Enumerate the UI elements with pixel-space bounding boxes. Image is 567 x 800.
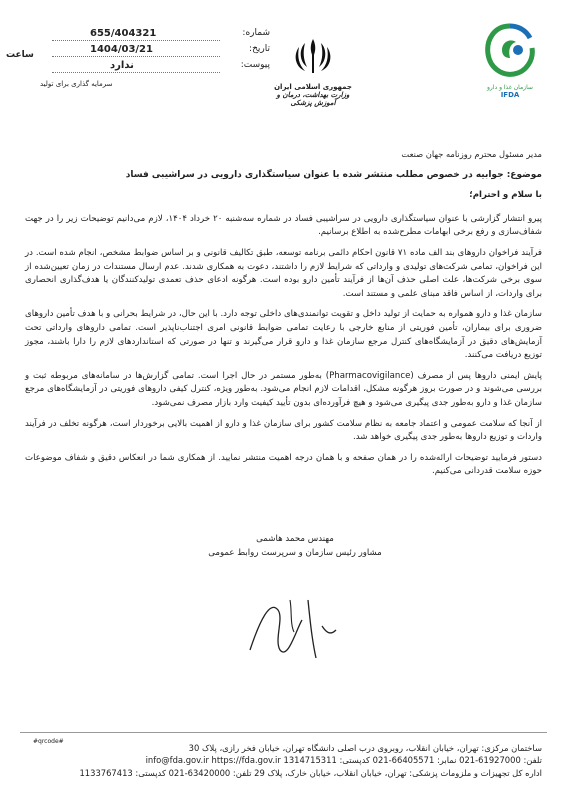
number-label: شماره: xyxy=(242,28,270,38)
paragraph-5: از آنجا که سلامت عمومی و اعتماد جامعه به نظام سلامت کشور برای سازمان غذا و دارو از اهمیت بالایی برخوردار است، هرگونه تخلف در فرآیند واردات و توزیع داروها به‌طور جدی پیگیری خواهد شد. xyxy=(25,418,542,443)
paragraph-4: پایش ایمنی داروها پس از مصرف (Pharmacovigilance) به‌طور مستمر در حال اجرا است. تمامی گزارش‌ها در سامانه‌های مربوطه ثبت و بررسی می‌شوند و در صورت بروز هرگونه مشکل، اقدامات لازم انجام می‌شود. به‌طور ویژه، کنترل کیفی داروهای فوریتی در آزمایشگاه‌های مرجع سازمان غذا و دارو به‌طور جدی پیگیری می‌شود و هیچ فرآورده‌ای بدون تأیید کیفیت وارد بازار مصرف نمی‌شود. xyxy=(25,370,542,408)
meta-date-row xyxy=(40,44,270,60)
subject-line: موضوع: جوابیه در خصوص مطلب منتشر شده با عنوان سیاستگذاری دارویی در سراشیبی فساد xyxy=(125,169,542,180)
letter-date: 1404/03/21 xyxy=(90,44,153,55)
footer xyxy=(25,742,542,779)
national-emblem xyxy=(268,35,358,115)
greeting: با سلام و احترام؛ xyxy=(469,190,542,201)
paragraph-6: دستور فرمایید توضیحات ارائه‌شده را در همان صفحه و با همان درجه اهمیت منتشر نمایید. از همکاری شما در انعکاس دقیق و شفاف موضوعات حوزه سلامت قدردانی می‌کنیم. xyxy=(25,452,542,477)
attachment-dotted-line xyxy=(52,72,220,73)
signer-name: مهندس محمد هاشمی xyxy=(256,534,334,544)
letter-body xyxy=(25,148,542,486)
footer-divider xyxy=(20,732,547,733)
paragraph-1: پیرو انتشار گزارشی با عنوان سیاستگذاری دارویی در سراشیبی فساد در شماره سه‌شنبه ۲۰ خرداد ۱۴۰۴، لازم می‌دانیم توضیحات زیر را در جهت شفاف‌سازی و رفع برخی ابهامات مطرح‌شده به اطلاع برسانیم. xyxy=(25,213,542,238)
ifda-logo xyxy=(480,20,540,100)
logo-caption-en: IFDA xyxy=(500,91,520,99)
paragraph-2: فرآیند فراخوان داروهای بند الف ماده ۷۱ قانون احکام دائمی برنامه توسعه، طبق تکالیف قانونی و بر اساس ضوابط مشخص، انجام شده است. در این فراخوان، تمامی شرکت‌های تولیدی و وارداتی که شرایط لازم را داشتند، دعوت به همکاری شدند. عدم ارسال مستندات در زمان تعیین‌شده از سوی برخی شرکت‌ها، علت اصلی حذف آن‌ها از فرآیند تأمین دارو بوده است. هرگونه ادعای حذف تعمدی تولیدکنندگان یا هدف‌گذاری انحصاری برای واردات، از اساس فاقد مبنای علمی و مستند است. xyxy=(25,247,542,299)
date-dotted-line xyxy=(52,56,220,57)
qrcode-placeholder: #qrcode# xyxy=(33,738,64,745)
emblem-caption-1: جمهوری اسلامی ایران xyxy=(274,83,352,91)
attachment-value: ندارد xyxy=(110,60,134,71)
signer-title: مشاور رئیس سازمان و سرپرست روابط عمومی xyxy=(208,548,382,558)
footer-address: ساختمان مرکزی: تهران، خیابان انقلاب، روبروی درب اصلی دانشگاه تهران، خیابان فخر رازی، پلاک 30 xyxy=(188,743,542,753)
signature-block xyxy=(180,532,410,560)
letter-number: 655/404321 xyxy=(90,28,157,39)
date-label: تاریخ: xyxy=(249,44,270,54)
emblem-icon xyxy=(293,35,333,77)
recipient: مدیر مسئول محترم روزنامه جهان صنعت xyxy=(401,149,542,159)
emblem-caption-2: وزارت بهداشت، درمان و آموزش پزشکی xyxy=(276,91,350,107)
logo-caption-fa: سازمان غذا و دارو xyxy=(487,84,533,91)
ifda-logo-icon xyxy=(480,20,540,80)
paragraph-3: سازمان غذا و دارو همواره به حمایت از تولید داخل و تقویت توانمندی‌های داخلی توجه دارد. با این حال، در شرایط بحرانی و با هدف تأمین داروهای ضروری برای بیماران، تأمین فوریتی از منابع خارجی با رعایت تمامی ضوابط قانونی امری اجتناب‌ناپذیر است. تمامی داروهای وارداتی تحت آزمایش‌های دقیق در آزمایشگاه‌های کنترل مرجع سازمان غذا و دارو قرار می‌گیرند و تنها در صورتی که استانداردهای لازم را دارا باشند، مجوز توزیع دریافت می‌کنند. xyxy=(25,309,542,361)
number-dotted-line xyxy=(52,40,220,41)
time-label: ساعت xyxy=(6,50,34,60)
meta-attachment-row xyxy=(40,60,270,76)
department-note: سرمایه گذاری برای تولید xyxy=(40,80,113,88)
letter-meta xyxy=(40,28,270,76)
meta-number-row xyxy=(40,28,270,44)
footer-contacts: تلفن: 61927000-021 نمابر: 66405571-021 کدپستی: 1314715311 info@fda.gov.ir https://fda.gov.ir xyxy=(145,755,542,766)
footer-department-address: اداره کل تجهیزات و ملزومات پزشکی: تهران، خیابان انقلاب، خیابان خارک، پلاک 29 تلفن: 63420000-021 کدپستی: 1133767413 xyxy=(79,767,542,778)
attachment-label: پیوست: xyxy=(240,60,270,70)
handwritten-signature xyxy=(230,580,350,670)
